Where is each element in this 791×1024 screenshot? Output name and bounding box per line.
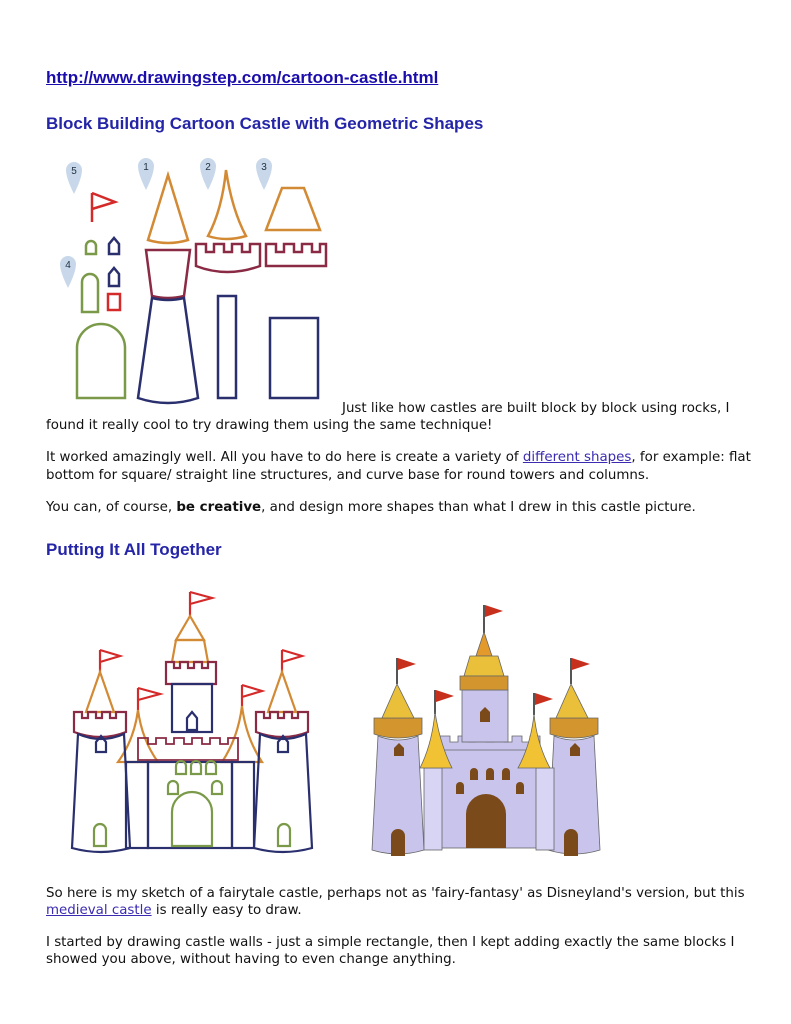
paragraph-shapes-line-2: bottom for square/ straight line structures, and curve base for round towers and columns. [46,468,650,483]
wall-shape-icon [270,318,318,398]
flag-shape-icon [92,193,115,222]
tower-body-shape-icon [138,298,198,403]
source-url-link[interactable]: http://www.drawingstep.com/cartoon-castle.html [46,68,439,87]
page-title: Block Building Cartoon Castle with Geometric Shapes [46,114,484,133]
intro-line-2: found it really cool to try drawing them using the same technique! [46,418,493,433]
paragraph-shapes-text-a: It worked amazingly well. All you have to do here is create a variety of [46,450,523,465]
pin-label: 1 [143,162,149,173]
square-window-shape-icon [108,294,120,310]
paragraph-sketch-line-2 [46,902,302,920]
cone-shape-icon [148,175,188,243]
pin-2-icon [200,158,216,190]
door-shape-icon [77,324,125,398]
paragraph-shapes-text-b: , for example: flat [631,450,751,465]
pin-3-icon [256,158,272,190]
section-heading: Putting It All Together [46,540,222,559]
tower-top-shape-icon [146,250,190,298]
medieval-castle-link[interactable]: medieval castle [46,903,152,918]
paragraph-sketch-line-1: So here is my sketch of a fairytale castle, perhaps not as 'fairy-fantasy' as Disneyland's version, but this [46,886,745,901]
tall-arched-window-shape-icon [82,274,98,312]
flat-battlement-shape-icon [266,244,326,266]
different-shapes-link[interactable]: different shapes [522,450,632,465]
shapes-illustration [56,158,341,413]
arched-window-shape-icon [86,241,96,254]
pin-label: 5 [71,166,77,177]
colored-castle-drawing [368,600,608,860]
pin-label: 2 [205,162,211,173]
pin-label: 3 [261,162,267,173]
spire-shape-icon [208,170,246,239]
pin-1-icon [138,158,154,190]
outline-castle-drawing [70,585,315,860]
curved-battlement-shape-icon [196,244,260,272]
pointed-window-shape-icon [109,238,119,254]
trapezoid-shape-icon [266,188,320,230]
paragraph-creative-text-a: You can, of course, [46,500,177,515]
paragraph-sketch-text-b: is really easy to draw. [151,903,302,918]
pin-label: 4 [65,260,71,271]
column-shape-icon [218,296,236,398]
paragraph-creative-text-b: , and design more shapes than what I drew in this castle picture. [261,500,696,515]
paragraph-creative [46,499,696,517]
paragraph-walls-line-1: I started by drawing castle walls - just a simple rectangle, then I kept adding exactly the same blocks I [46,935,735,950]
paragraph-walls-line-2: showed you above, without having to even change anything. [46,952,456,967]
be-creative-bold: be creative [176,500,262,515]
pin-5-icon [66,162,82,194]
pin-4-icon [60,256,76,288]
pointed-window-shape-icon [109,268,119,286]
paragraph-shapes [46,449,766,485]
intro-line-1: Just like how castles are built block by block using rocks, I [342,401,730,416]
